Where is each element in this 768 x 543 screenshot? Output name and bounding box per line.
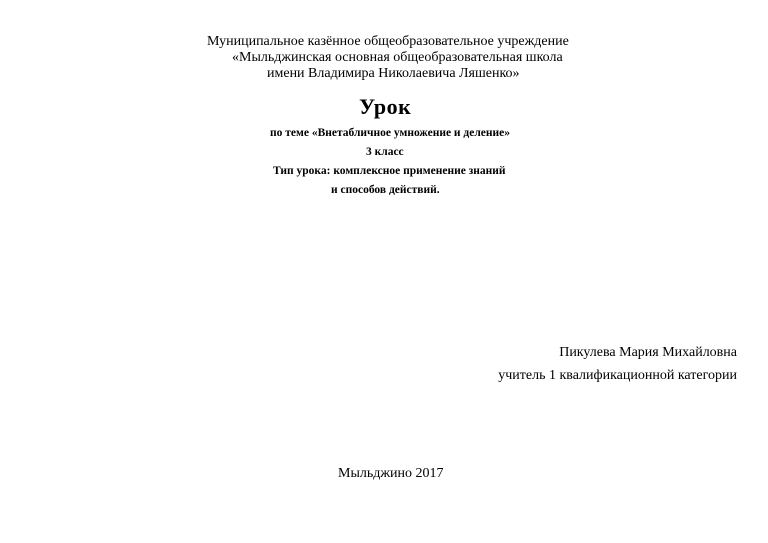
lesson-topic: по теме «Внетабличное умножение и деление» [270,127,511,139]
lesson-type-line-1: Тип урока: комплексное применение знаний [273,165,506,177]
lesson-type-line-2: и способов действий. [331,184,440,196]
school-name-line-1: Муниципальное казённое общеобразовательное учреждение [207,34,569,49]
author-name: Пикулева Мария Михайловна [559,345,737,360]
school-name-line-3: имени Владимира Николаевича Ляшенко» [267,66,520,81]
document-title: Урок [359,94,412,119]
school-name-line-2: «Мыльджинская основная общеобразовательная школа [232,50,563,65]
place-and-year: Мыльджино 2017 [338,466,444,481]
lesson-grade: 3 класс [366,146,404,158]
author-position: учитель 1 квалификационной категории [498,368,737,383]
